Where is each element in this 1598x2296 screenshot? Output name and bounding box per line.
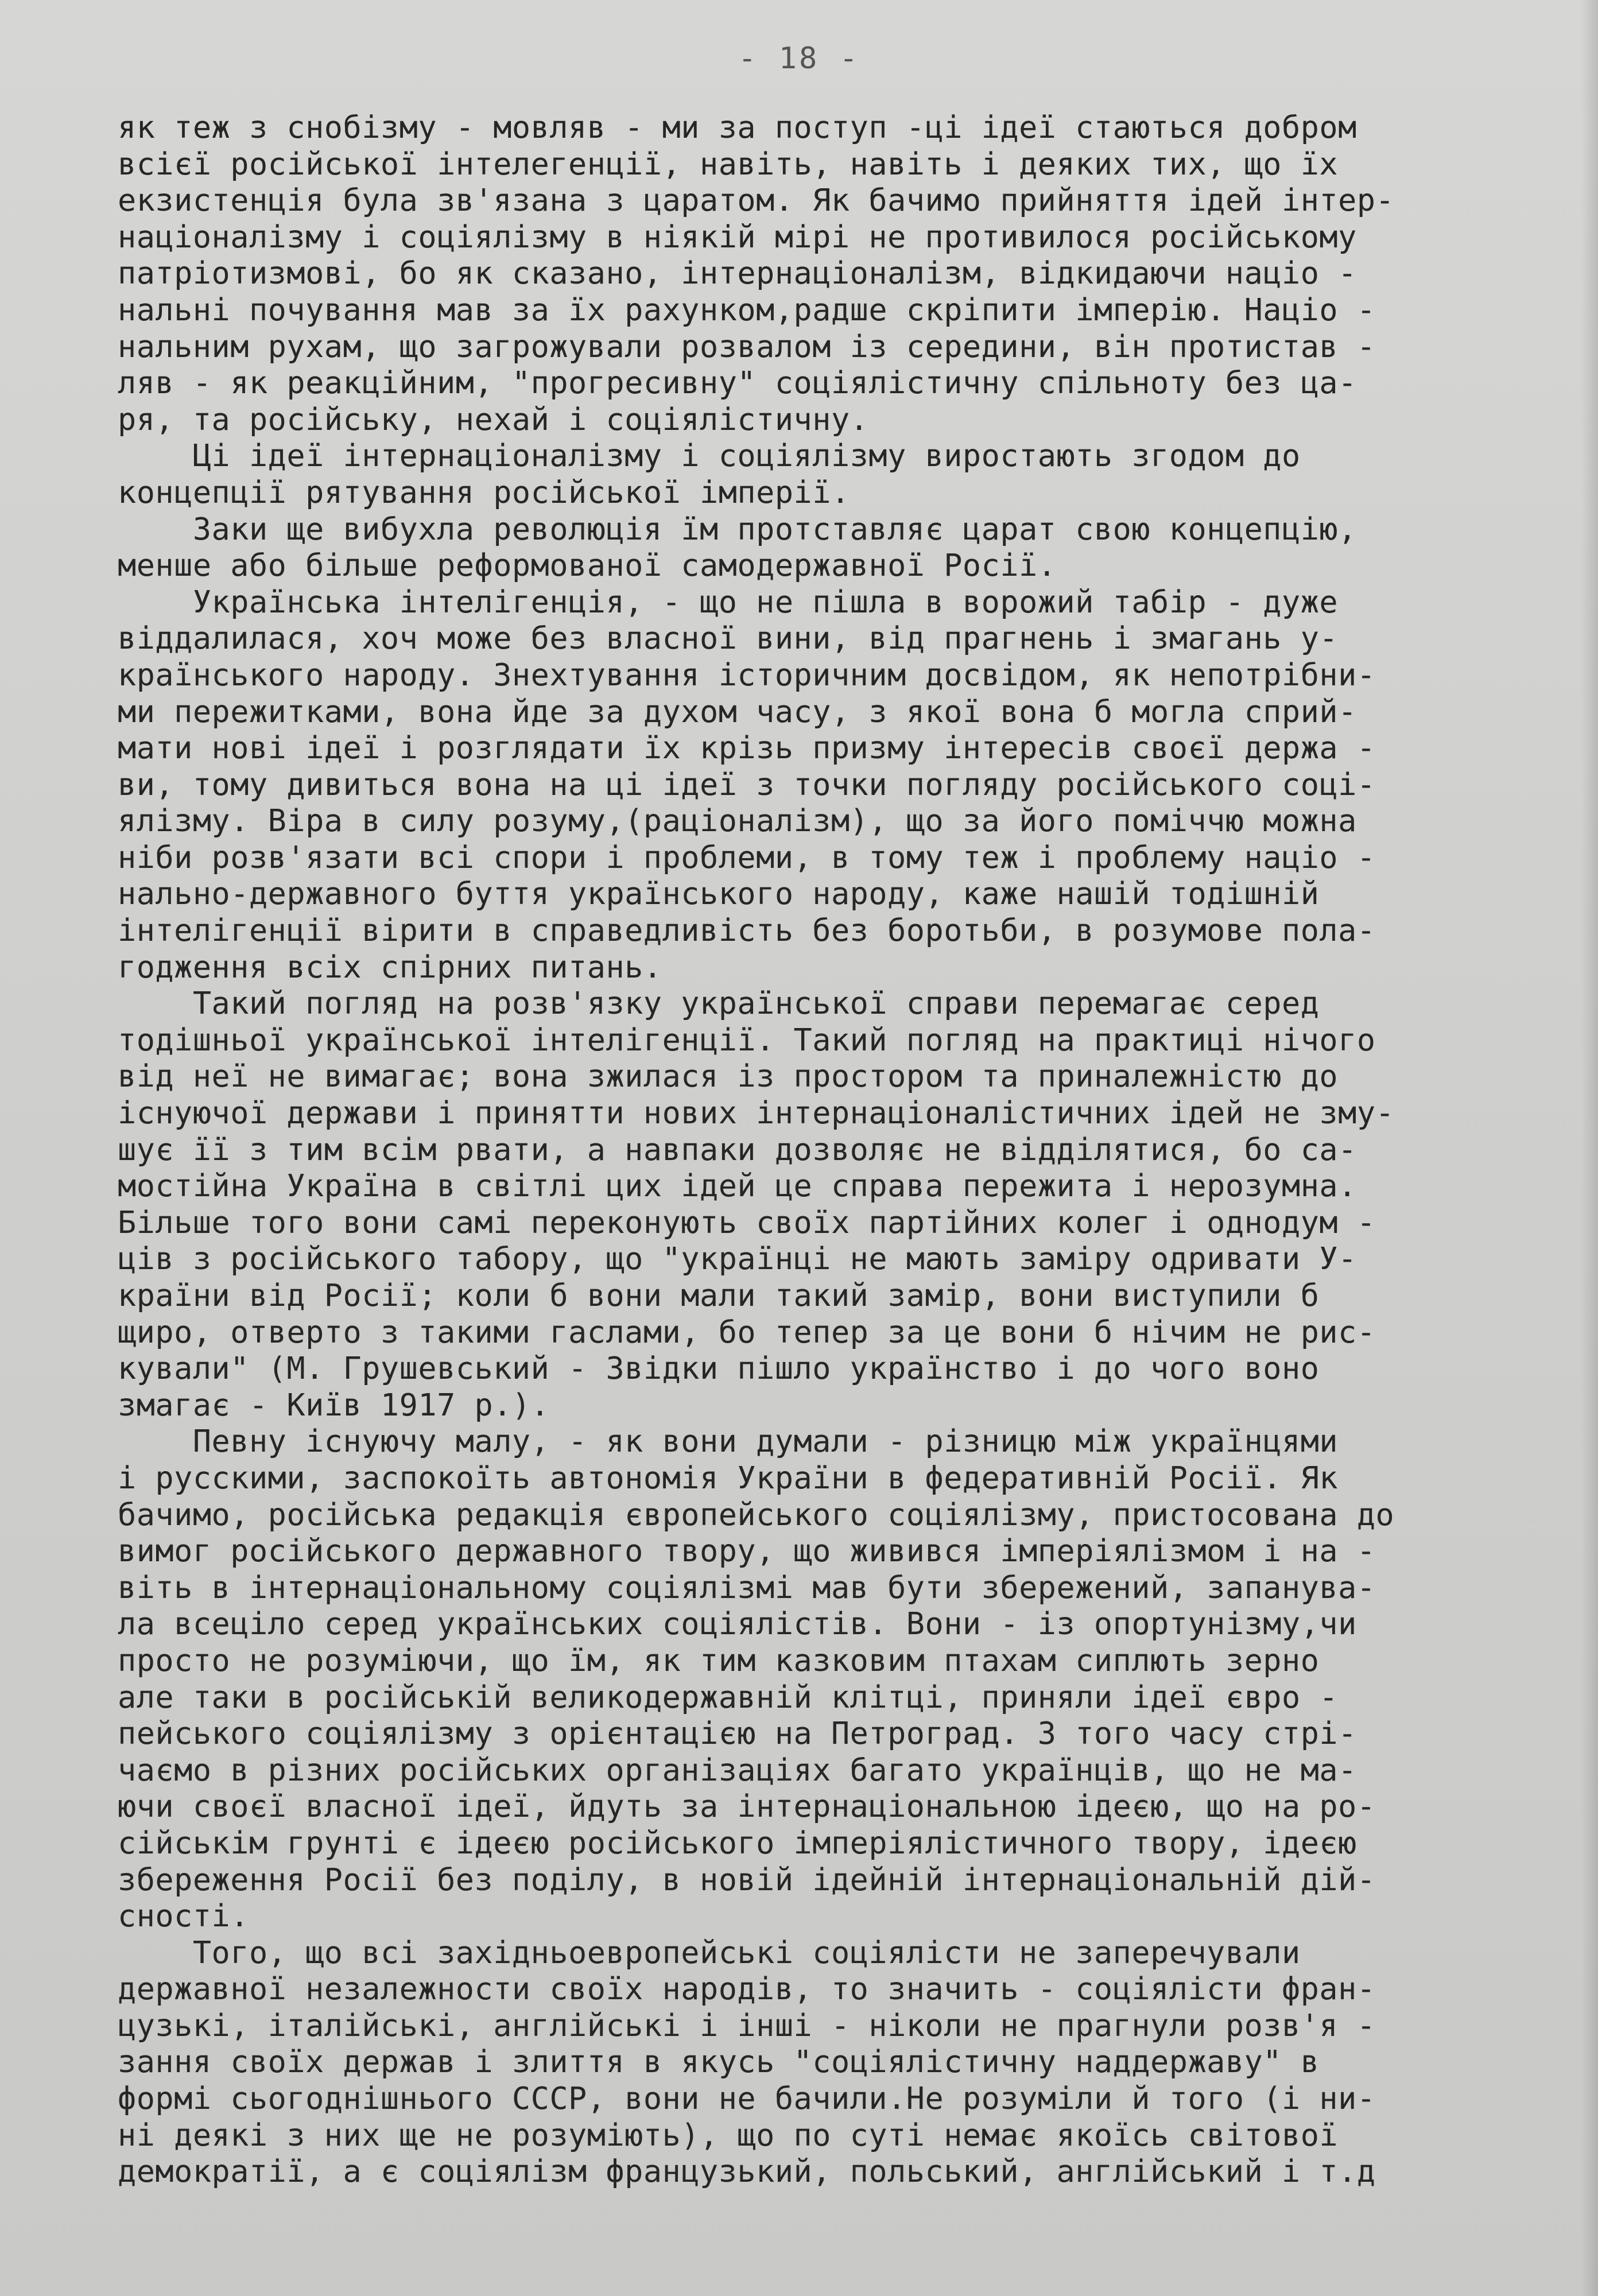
text-line: ючи своєї власної ідеї, йдуть за інтернаціональною ідеєю, що на ро- (118, 1788, 1376, 1825)
text-line: націоналізму і соціялізму в ніякій мірі не противилося російському (118, 218, 1357, 255)
text-line: країнського народу. Знехтування історичним досвідом, як непотрібни- (118, 656, 1376, 693)
text-line: змагає - Київ 1917 р.). (118, 1386, 550, 1423)
text-line: державної незалежности своїх народів, то значить - соціялісти фран- (118, 1971, 1376, 2007)
text-line: ми пережитками, вона йде за духом часу, з якої вона б могла сприй- (118, 693, 1357, 730)
text-line: віть в інтернаціональному соціялізмі мав бути збережений, запанува- (118, 1569, 1376, 1605)
text-line: від неї не вимагає; вона зжилася із простором та приналежністю до (118, 1058, 1339, 1095)
text-line: тодішньої української інтелігенції. Такий погляд на практиці нічого (118, 1021, 1376, 1058)
text-line: країни від Росії; коли б вони мали такий замір, вони виступили б (118, 1277, 1320, 1313)
text-line: ла всецілo серед українських соціялістів. Вони - із опортунізму,чи (118, 1605, 1357, 1642)
text-line: Того, що всі західньоевропейські соціялісти не заперечували (118, 1934, 1301, 1971)
text-line: ців з російського табору, що "українці не мають заміру одривати У- (118, 1240, 1357, 1277)
text-line: щиро, отверто з такими гаслами, бо тепер за це вони б нічим не рис- (118, 1313, 1376, 1350)
text-line: інтелігенції вірити в справедливість без боротьби, в розумове пола- (118, 912, 1376, 949)
text-line: формі сьогоднішнього СССР, вони не бачили.Не розуміли й того (і ни- (118, 2080, 1376, 2117)
text-line: але таки в російській великодержавній клітці, приняли ідеї євро - (118, 1678, 1339, 1715)
text-line: Українська інтелігенція, - що не пішла в ворожий табір - дуже (118, 583, 1339, 620)
text-line: всієї російської інтелегенції, навіть, навіть і деяких тих, що їх (118, 145, 1339, 182)
text-line: ляв - як реакційним, "прогресивну" соціялістичну спільноту без ца- (118, 364, 1357, 401)
text-line: мостійна Україна в світлі цих ідей це справа пережита і нерозумна. (118, 1168, 1357, 1204)
text-line: нально-державного буття українського народу, каже нашій тодішній (118, 875, 1320, 912)
text-line: Більше того вони самі переконують своїх партійних колег і однодум - (118, 1204, 1376, 1240)
text-line: збереження Росії без поділу, в новій ідейній інтернаціональній дій- (118, 1861, 1376, 1898)
body-text (118, 109, 1535, 2190)
page-number: - 18 - (738, 41, 860, 76)
text-line: демократії, а є соціялізм французький, польський, англійський і т.д (118, 2153, 1376, 2190)
text-line: просто не розуміючи, що їм, як тим казковим птахам сиплють зерно (118, 1642, 1320, 1678)
text-line: менше або більше реформованої самодержавної Росії. (118, 547, 1057, 584)
text-line: екзистенція була зв'язана з царатом. Як бачимо прийняття ідей інтер- (118, 182, 1395, 219)
text-line: мати нові ідеї і розглядати їх крізь призму інтересів своєї держа - (118, 730, 1376, 766)
text-line: цузькі, італійські, англійські і інші - ніколи не прагнули розв'я - (118, 2007, 1376, 2043)
text-line: сійськім грунті є ідеєю російського імперіялістичного твору, ідеєю (118, 1824, 1357, 1861)
text-line: шує її з тим всім рвати, а навпаки дозволяє не відділятися, бо са- (118, 1131, 1357, 1168)
text-line: ні деякі з них ще не розуміють), що по суті немає якоїсь світової (118, 2116, 1339, 2153)
text-line: ніби розв'язати всі спори і проблеми, в тому теж і проблему націо - (118, 839, 1376, 875)
text-line: ви, тому дивиться вона на ці ідеї з точки погляду російського соці- (118, 766, 1376, 802)
text-line: Заки ще вибухла революція їм протставляє царат свою концепцію, (118, 510, 1357, 547)
text-line: як теж з снобізму - мовляв - ми за поступ -ці ідеї стаються добром (118, 109, 1357, 145)
text-line: ялізму. Віра в силу розуму,(раціоналізм), що за його поміччю можна (118, 802, 1357, 839)
text-line: нальним рухам, що загрожували розвалом із середини, він протистав - (118, 328, 1376, 364)
text-line: концепції рятування російської імперії. (118, 474, 850, 510)
text-line: патріотизмові, бо як сказано, інтернаціоналізм, відкидаючи націо - (118, 255, 1357, 292)
text-line: вимог російського державного твору, що живився імперіялізмом і на - (118, 1533, 1376, 1569)
text-line: існуючої держави і принятти нових інтернаціоналістичних ідей не зму- (118, 1095, 1395, 1131)
text-line: бачимо, російська редакція європейського соціялізму, пристосована до (118, 1496, 1395, 1533)
text-line: сності. (118, 1898, 249, 1934)
text-line: нальні почування мав за їх рахунком,радше скріпити імперію. Націо - (118, 291, 1376, 328)
text-line: годження всіх спірних питань. (118, 948, 662, 985)
text-line: віддалилася, хоч може без власної вини, від прагнень і змагань у- (118, 620, 1339, 657)
text-line: ря, та російську, нехай і соціялістичну. (118, 401, 869, 437)
text-line: пейського соціялізму з орієнтацією на Петроград. З того часу стрі- (118, 1715, 1357, 1752)
text-line: Ці ідеї інтернаціоналізму і соціялізму виростають згодом до (118, 437, 1301, 474)
text-line: кували" (М. Грушевський - Звідки пішло українство і до чого воно (118, 1350, 1320, 1387)
text-line: Такий погляд на розв'язку української справи перемагає серед (118, 985, 1320, 1022)
text-line: зання своїх держав і злиття в якусь "соціялістичну наддержаву" в (118, 2043, 1320, 2080)
scan-edge-shadow (1581, 0, 1598, 2296)
text-line: чаємо в різних російських організаціях багато українців, що не ма- (118, 1751, 1357, 1788)
text-line: Певну існуючу малу, - як вони думали - різницю між українцями (118, 1423, 1339, 1460)
text-line: і русскими, заспокоїть автономія України в федеративній Росії. Як (118, 1459, 1339, 1496)
